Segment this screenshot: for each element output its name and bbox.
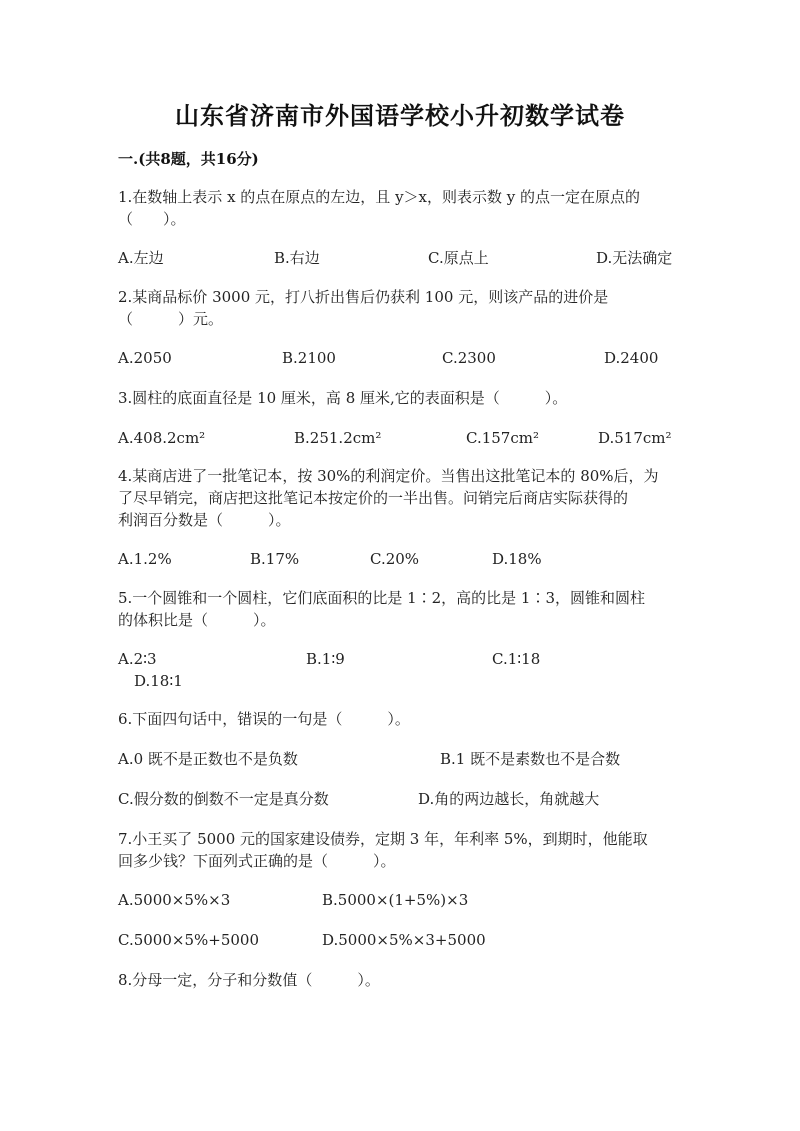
question-text-line: 4.某商店进了一批笔记本，按 30%的利润定价。当售出这批笔记本的 80%后，为 bbox=[118, 467, 659, 485]
option-c[interactable]: C.2300 bbox=[442, 349, 496, 367]
question-text-line: 5.一个圆锥和一个圆柱，它们底面积的比是 1∶2，高的比是 1∶3，圆锥和圆柱 bbox=[118, 589, 646, 607]
question-text-line: （ ）元。 bbox=[118, 310, 224, 328]
question-text-line: （ ）。 bbox=[118, 210, 186, 228]
option-b[interactable]: B.5000×(1+5%)×3 bbox=[322, 891, 469, 909]
option-a[interactable]: A.2∶3 bbox=[118, 650, 157, 668]
option-d[interactable]: D.2400 bbox=[604, 349, 659, 367]
option-b[interactable]: B.1∶9 bbox=[306, 650, 345, 668]
option-d[interactable]: D.5000×5%×3+5000 bbox=[322, 931, 486, 949]
question-text-line: 7.小王买了 5000 元的国家建设债券，定期 3 年，年利率 5%，到期时，他能取 bbox=[118, 830, 648, 848]
question-5 bbox=[118, 587, 698, 631]
option-c[interactable]: C.原点上 bbox=[428, 249, 489, 267]
option-d[interactable]: D.角的两边越长，角就越大 bbox=[418, 790, 600, 808]
option-c[interactable]: C.20% bbox=[370, 550, 420, 568]
option-d[interactable]: D.18% bbox=[492, 550, 542, 568]
option-a[interactable]: A.2050 bbox=[118, 349, 172, 367]
option-b[interactable]: B.右边 bbox=[274, 249, 320, 267]
question-text-line: 利润百分数是（ ）。 bbox=[118, 511, 291, 529]
question-text-line: 8.分母一定，分子和分数值（ ）。 bbox=[118, 971, 380, 989]
option-b[interactable]: B.17% bbox=[250, 550, 300, 568]
option-a[interactable]: A.0 既不是正数也不是负数 bbox=[118, 750, 298, 768]
option-a[interactable]: A.1.2% bbox=[118, 550, 172, 568]
question-text-line: 2.某商品标价 3000 元，打八折出售后仍获利 100 元，则该产品的进价是 bbox=[118, 288, 609, 306]
question-7 bbox=[118, 828, 698, 872]
option-a[interactable]: A.408.2cm² bbox=[118, 429, 206, 447]
question-4 bbox=[118, 465, 698, 531]
option-b[interactable]: B.1 既不是素数也不是合数 bbox=[440, 750, 621, 768]
question-3 bbox=[118, 387, 678, 409]
question-text-line: 的体积比是（ ）。 bbox=[118, 611, 276, 629]
question-text-line: 了尽早销完，商店把这批笔记本按定价的一半出售。问销完后商店实际获得的 bbox=[118, 489, 629, 507]
question-6 bbox=[118, 708, 678, 730]
option-d[interactable]: D.18∶1 bbox=[134, 672, 183, 690]
question-text-line: 回多少钱？下面列式正确的是（ ）。 bbox=[118, 852, 396, 870]
option-b[interactable]: B.251.2cm² bbox=[294, 429, 382, 447]
option-d[interactable]: D.无法确定 bbox=[596, 249, 673, 267]
option-d[interactable]: D.517cm² bbox=[598, 429, 672, 447]
section-header: 一.(共8题，共16分) bbox=[118, 150, 259, 168]
question-text-line: 1.在数轴上表示 x 的点在原点的左边，且 y＞x，则表示数 y 的点一定在原点的 bbox=[118, 188, 641, 206]
question-8 bbox=[118, 969, 678, 991]
question-text-line: 6.下面四句话中，错误的一句是（ ）。 bbox=[118, 710, 410, 728]
option-b[interactable]: B.2100 bbox=[282, 349, 336, 367]
option-a[interactable]: A.左边 bbox=[118, 249, 164, 267]
option-c[interactable]: C.5000×5%+5000 bbox=[118, 931, 259, 949]
option-c[interactable]: C.157cm² bbox=[466, 429, 539, 447]
option-c[interactable]: C.假分数的倒数不一定是真分数 bbox=[118, 790, 329, 808]
question-1 bbox=[118, 186, 678, 230]
option-a[interactable]: A.5000×5%×3 bbox=[118, 891, 231, 909]
question-text-line: 3.圆柱的底面直径是 10 厘米，高 8 厘米,它的表面积是（ ）。 bbox=[118, 389, 568, 407]
option-c[interactable]: C.1∶18 bbox=[492, 650, 541, 668]
question-2 bbox=[118, 286, 678, 330]
exam-title: 山东省济南市外国语学校小升初数学试卷 bbox=[175, 101, 625, 130]
